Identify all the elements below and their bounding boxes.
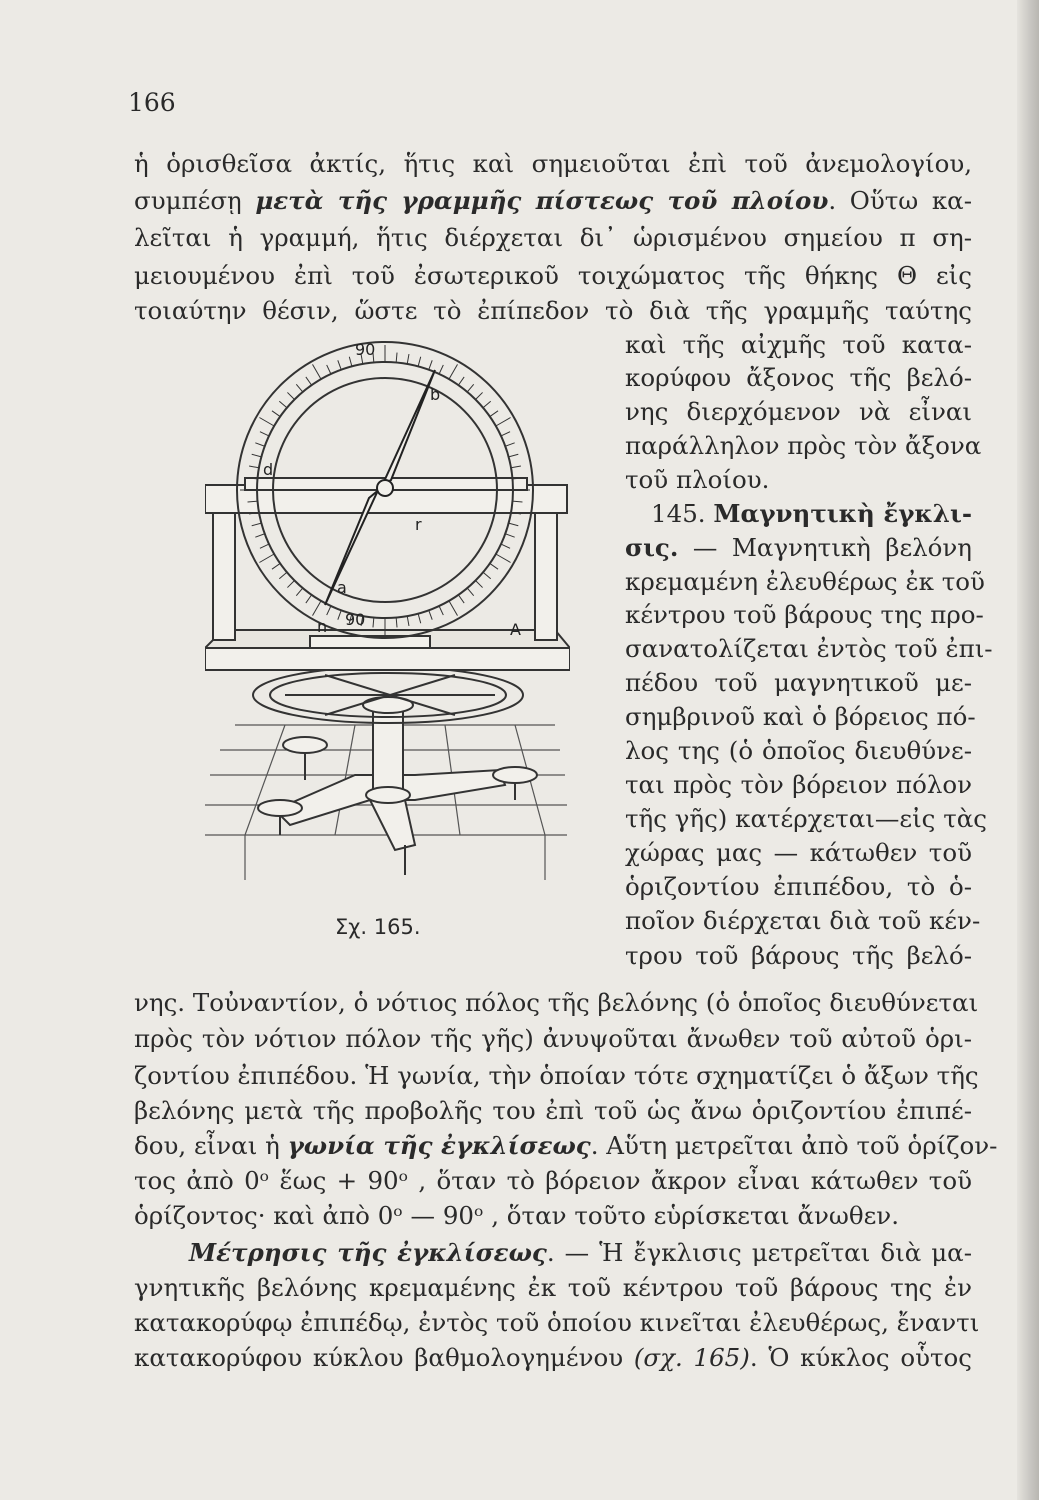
scale-tick	[313, 601, 322, 616]
text-line: λεῖται ἡ γραμμή, ἥτις διέρχεται δι᾽ ὡρισμένου σημείου π ση-	[134, 223, 972, 252]
scale-tick	[476, 581, 483, 588]
scale-tick	[296, 588, 302, 596]
term-inclination-angle: γωνία τῆς ἐγκλίσεως	[287, 1131, 591, 1160]
text-line: γνητικῆς βελόνης κρεμαμένης ἐκ τοῦ κέντρου τοῦ βάρους της ἐν	[134, 1273, 972, 1302]
scale-tick	[496, 418, 511, 427]
scale-tick	[306, 595, 312, 603]
text-line: κατακορύφου κύκλου βαθμολογημένου (σχ. 165). Ὁ κύκλος οὗτος	[134, 1343, 972, 1372]
scale-tick	[483, 572, 491, 578]
section-heading: 145. Μαγνητικὴ ἔγκλι-	[651, 499, 972, 528]
scale-tick	[252, 454, 262, 457]
scale-tick	[501, 544, 510, 548]
scale-tick	[306, 377, 312, 385]
text-line: νης διερχόμενον νὰ εἶναι	[625, 397, 972, 426]
label-bottom-90: 90	[345, 610, 366, 629]
scale-tick	[327, 606, 331, 615]
figure-reference: (σχ. 165)	[633, 1343, 750, 1372]
page-edge-shadow	[1017, 0, 1039, 1500]
scale-tick	[458, 595, 464, 603]
text-line: ὁριζοντίου ἐπιπέδου, τὸ ὁ-	[625, 872, 972, 901]
scale-tick	[296, 384, 302, 392]
text-line: βελόνης μετὰ τῆς προβολῆς του ἐπὶ τοῦ ὡς ἄνω ὁριζοντίου ἐπιπέ-	[134, 1096, 972, 1125]
scale-tick	[287, 581, 294, 588]
text-line: τρου τοῦ βάρους τῆς βελό-	[625, 941, 972, 970]
scale-tick	[338, 360, 341, 369]
label-r: r	[415, 515, 422, 534]
text-line: τοιαύτην θέσιν, ὥστε τὸ ἐπίπεδον τὸ διὰ τῆς γραμμῆς ταύτης	[134, 296, 972, 325]
text-line: χώρας μας — κάτωθεν τοῦ	[625, 838, 972, 867]
label-top-90: 90	[355, 340, 376, 359]
text-line: ζοντίου ἐπιπέδου. Ἡ γωνία, τὴν ὁποίαν τότε σχηματίζει ὁ ἄξων τῆς	[134, 1061, 979, 1090]
term-line-of-faith: μετὰ τῆς γραμμῆς πίστεως τοῦ πλοίου	[255, 186, 829, 215]
scale-tick	[496, 554, 511, 563]
scale-tick	[259, 554, 274, 563]
scale-tick	[272, 411, 280, 417]
text-line: κρεμαμένη ἐλευθέρως ἐκ τοῦ	[625, 567, 985, 596]
page-number: 166	[128, 88, 176, 117]
scale-tick	[260, 432, 269, 436]
scale-tick	[279, 572, 287, 578]
text-line: πέδου τοῦ μαγνητικοῦ με-	[625, 668, 972, 697]
scale-tick	[255, 534, 264, 537]
text-line: τῆς γῆς) κατέρχεται—εἰς τὰς	[625, 804, 988, 833]
scale-tick	[509, 454, 519, 457]
text-line: Μέτρησις τῆς ἐγκλίσεως. — Ἡ ἔγκλισις μετρεῖται διὰ μα-	[189, 1238, 972, 1267]
text-line: σανατολίζεται ἐντὸς τοῦ ἐπι-	[625, 634, 993, 663]
text-line: κατακορύφῳ ἐπιπέδῳ, ἐντὸς τοῦ ὁποίου κινεῖται ἐλευθέρως, ἔναντι	[134, 1308, 980, 1337]
scale-tick	[483, 401, 491, 407]
scale-tick	[449, 364, 458, 379]
scale-tick	[373, 618, 374, 628]
scale-tick	[418, 357, 421, 367]
scale-tick	[490, 411, 498, 417]
scale-tick	[501, 432, 510, 436]
text-line: κέντρου τοῦ βάρους της προ-	[625, 600, 984, 629]
text-line: ὁρίζοντος· καὶ ἀπὸ 0ᵒ — 90ᵒ , ὅταν τοῦτο εὑρίσκεται ἄνωθεν.	[134, 1201, 899, 1230]
scale-tick	[349, 357, 352, 367]
text-line: μειουμένου ἐπὶ τοῦ ἐσωτερικοῦ τοιχώματος τῆς θήκης Θ εἰς	[134, 261, 972, 290]
scale-tick	[396, 618, 397, 628]
text-line: λος της (ὁ ὁποῖος διευθύνε-	[625, 736, 972, 765]
scale-tick	[255, 443, 264, 446]
scale-tick	[327, 365, 331, 374]
figure-caption: Σχ. 165.	[335, 915, 421, 939]
scale-tick	[490, 563, 498, 569]
text-line: τοῦ πλοίου.	[625, 465, 770, 494]
scale-tick	[439, 365, 443, 374]
text-line: ποῖον διέρχεται διὰ τοῦ κέν-	[625, 906, 981, 935]
text-line: σις. — Μαγνητικὴ βελόνη	[625, 533, 972, 562]
text-line: συμπέσῃ μετὰ τῆς γραμμῆς πίστεως τοῦ πλοίου. Οὕτω κα-	[134, 186, 973, 215]
scale-tick	[338, 610, 341, 619]
scale-tick	[252, 523, 262, 526]
label-b: b	[430, 385, 441, 404]
scale-tick	[429, 360, 432, 369]
scale-tick	[467, 588, 473, 596]
scale-tick	[287, 392, 294, 399]
label-n: n	[317, 617, 328, 636]
scale-tick	[407, 616, 409, 626]
scale-tick	[313, 364, 322, 379]
scale-tick	[509, 523, 519, 526]
text-line: σημβρινοῦ καὶ ὁ βόρειος πό-	[625, 702, 976, 731]
scale-tick	[407, 354, 409, 364]
text-line: ται πρὸς τὸν βόρειον πόλον	[625, 770, 972, 799]
text-line: παράλληλον πρὸς τὸν ἄξονα	[625, 431, 982, 460]
text-line: κορύφου ἄξονος τῆς βελό-	[625, 363, 972, 392]
scale-tick	[505, 534, 514, 537]
scale-tick	[249, 466, 259, 468]
scale-tick	[259, 418, 274, 427]
scale-tick	[396, 353, 397, 363]
text-line: δου, εἶναι ἡ γωνία τῆς ἐγκλίσεως. Αὕτη μετρεῖται ἀπὸ τοῦ ὁρίζον-	[134, 1131, 998, 1160]
scale-tick	[458, 377, 464, 385]
scale-tick	[272, 563, 280, 569]
scale-tick	[511, 466, 521, 468]
scale-tick	[279, 401, 287, 407]
scale-tick	[418, 614, 421, 624]
text-line: νης. Τοὐναντίον, ὁ νότιος πόλος τῆς βελόνης (ὁ ὁποῖος διευθύνεται	[134, 988, 979, 1017]
inclination-compass-figure	[205, 330, 570, 890]
scale-tick	[476, 392, 483, 399]
text-line: ἡ ὁρισθεῖσα ἀκτίς, ἥτις καὶ σημειοῦται ἐπὶ τοῦ ἀνεμολογίου,	[134, 149, 972, 178]
label-A: A	[510, 620, 521, 639]
text-line: τος ἀπὸ 0ᵒ ἕως + 90ᵒ , ὅταν τὸ βόρειον ἄκρον εἶναι κάτωθεν τοῦ	[134, 1166, 972, 1195]
scale-tick	[467, 384, 473, 392]
label-a: a	[337, 578, 347, 597]
text-line: καὶ τῆς αἰχμῆς τοῦ κατα-	[625, 330, 972, 359]
scale-tick	[260, 544, 269, 548]
scale-tick	[505, 443, 514, 446]
scale-tick	[429, 610, 432, 619]
label-d: d	[263, 460, 274, 479]
scale-tick	[449, 601, 458, 616]
scale-tick	[439, 606, 443, 615]
term-measurement: Μέτρησις τῆς ἐγκλίσεως	[189, 1238, 547, 1267]
text-line: πρὸς τὸν νότιον πόλον τῆς γῆς) ἀνυψοῦται ἄνωθεν τοῦ αὐτοῦ ὁρι-	[134, 1024, 972, 1053]
